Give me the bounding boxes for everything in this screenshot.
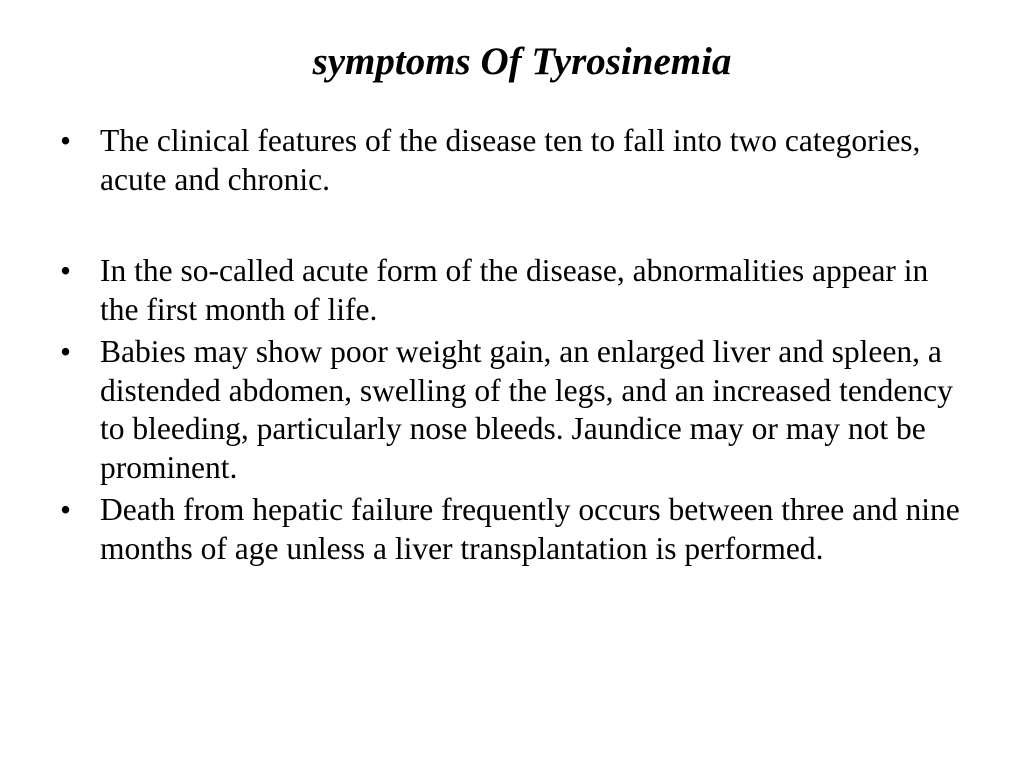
bullet-item [54, 491, 974, 568]
bullet-text: Babies may show poor weight gain, an enlarged liver and spleen, a distended abdomen, swelling of the legs, and an increased tendency to bleeding, particularly nose bleeds. Jaundice may or may not be prominent. [100, 334, 953, 485]
bullet-text: The clinical features of the disease ten to fall into two categories, acute and chronic. [100, 123, 921, 197]
bullet-marker-icon: • [60, 253, 72, 288]
bullet-item [54, 122, 974, 199]
bullet-list [54, 122, 974, 568]
bullet-marker-icon: • [60, 492, 72, 527]
bullet-item [54, 333, 974, 487]
slide-title: symptoms Of Tyrosinemia [312, 40, 732, 83]
bullet-marker-icon: • [60, 123, 72, 158]
bullet-marker-icon: • [60, 334, 72, 369]
bullet-text: In the so-called acute form of the disease, abnormalities appear in the first month of life. [100, 253, 929, 327]
bullet-text: Death from hepatic failure frequently occurs between three and nine months of age unless a liver transplantation is performed. [100, 492, 960, 566]
bullet-item [54, 252, 974, 329]
